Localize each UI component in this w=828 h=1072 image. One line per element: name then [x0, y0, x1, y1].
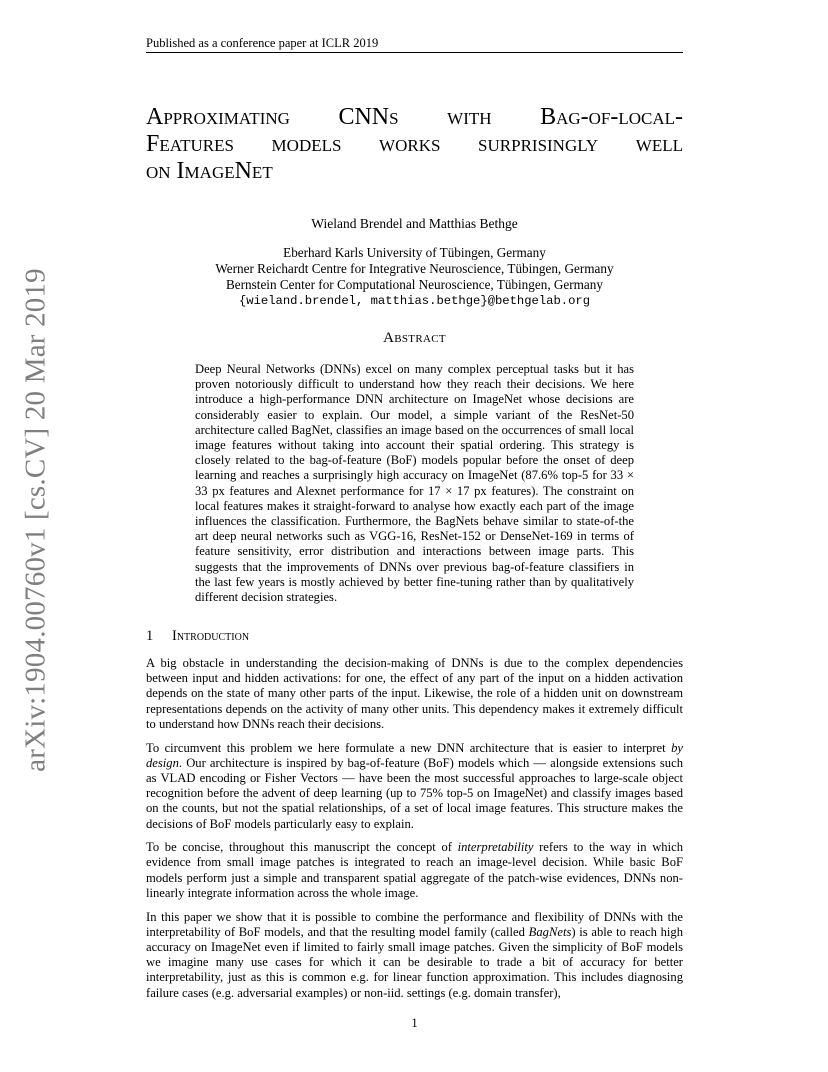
paragraph-2 [146, 741, 683, 832]
section-title: Introduction [172, 628, 250, 644]
paragraph-1: A big obstacle in understanding the decision-making of DNNs is due to the complex dependencies between input and hidden activations: for one, the effect of any part of the input on a hidden activation depends on the state of many other parts of the input. Likewise, the role of a hidden unit on downstream representations depends on the activity of many other units. This dependency makes it extremely difficult to understand how DNNs reach their decisions. [146, 656, 683, 731]
title-line-1: Approximating CNNs with Bag-of-local- [146, 104, 683, 130]
paragraph-3-text-a: To be concise, throughout this manuscript the concept of [146, 840, 458, 855]
header-rule [146, 52, 683, 53]
paragraph-2-emphasis: by design [146, 740, 683, 770]
paragraph-2-text-a: To circumvent this problem we here formulate a new DNN architecture that is easier to interpret [146, 740, 672, 755]
paragraph-2-text-b: . Our architecture is inspired by bag-of-feature (BoF) models which — alongside extensions such as VLAD encoding or Fisher Vectors — have been the most successful approaches to large-scale object recognition before the advent of deep learning (up to 75% top-5 on ImageNet) and classify images based on the counts, but not the spatial relationships, of a set of local image features. This structure makes the decisions of BoF models particularly easy to explain. [146, 755, 683, 831]
paragraph-4-emphasis: BagNets [528, 924, 572, 939]
paragraph-3 [146, 840, 683, 901]
author-emails: {wieland.brendel, matthias.bethge}@bethgelab.org [238, 294, 591, 308]
affiliations [146, 245, 683, 309]
page-number: 1 [411, 1016, 418, 1030]
paragraph-3-text-b: refers to the way in which evidence from small image patches is integrated to reach an image-level decision. While basic BoF models perform just a simple and transparent spatial aggregate of the patch-wise evidences, DNNs non-linearly integrate information across the whole image. [146, 840, 683, 900]
paragraph-3-emphasis: interpretability [457, 840, 534, 855]
title-line-2: Features models works surprisingly well [146, 131, 683, 157]
paragraph-4-text-b: ) is able to reach high accuracy on ImageNet even if limited to fairly small image patches. Given the simplicity of BoF models we imagine many use cases for which it can be desirable to trade a bit of accuracy for better interpretability, just as this is common e.g. for linear function approximation. This includes diagnosing failure cases (e.g. adversarial examples) or non-iid. settings (e.g. domain transfer), [146, 924, 683, 1000]
author-list: Wieland Brendel and Matthias Bethge [311, 216, 518, 231]
section-number: 1 [146, 628, 154, 644]
title-line-3: on ImageNet [146, 158, 273, 184]
section-heading-introduction [146, 628, 249, 645]
running-header: Published as a conference paper at ICLR 2019 [146, 36, 379, 50]
paragraph-4 [146, 910, 683, 1001]
affiliation-1: Eberhard Karls University of Tübingen, Germany [283, 245, 546, 260]
introduction-body [146, 656, 683, 1009]
affiliation-3: Bernstein Center for Computational Neuroscience, Tübingen, Germany [226, 277, 603, 292]
arxiv-sidebar-stamp: arXiv:1904.00760v1 [cs.CV] 20 Mar 2019 [19, 268, 52, 772]
affiliation-2: Werner Reichardt Centre for Integrative Neuroscience, Tübingen, Germany [215, 261, 614, 276]
abstract-text: Deep Neural Networks (DNNs) excel on many complex perceptual tasks but it has proven notoriously difficult to understand how they reach their decisions. We here introduce a high-performance DNN architecture on ImageNet whose decisions are considerably easier to explain. Our model, a simple variant of the ResNet-50 architecture called BagNet, classifies an image based on the occurrences of small local image features without taking into account their spatial ordering. This strategy is closely related to the bag-of-feature (BoF) models popular before the onset of deep learning and reaches a surprisingly high accuracy on ImageNet (87.6% top-5 for 33 × 33 px features and Alexnet performance for 17 × 17 px features). The constraint on local features makes it straight-forward to analyse how exactly each part of the image influences the classification. Furthermore, the BagNets behave similar to state-of-the art deep neural networks such as VGG-16, ResNet-152 or DenseNet-169 in terms of feature sensitivity, error distribution and interactions between image parts. This suggests that the improvements of DNNs over previous bag-of-feature classifiers in the last few years is mostly achieved by better fine-tuning rather than by qualitatively different decision strategies. [195, 362, 634, 605]
paper-title [146, 104, 683, 185]
paragraph-4-text-a: In this paper we show that it is possible to combine the performance and flexibility of DNNs with the interpretability of BoF models, and that the resulting model family (called [146, 909, 683, 939]
abstract-heading: Abstract [383, 330, 446, 346]
